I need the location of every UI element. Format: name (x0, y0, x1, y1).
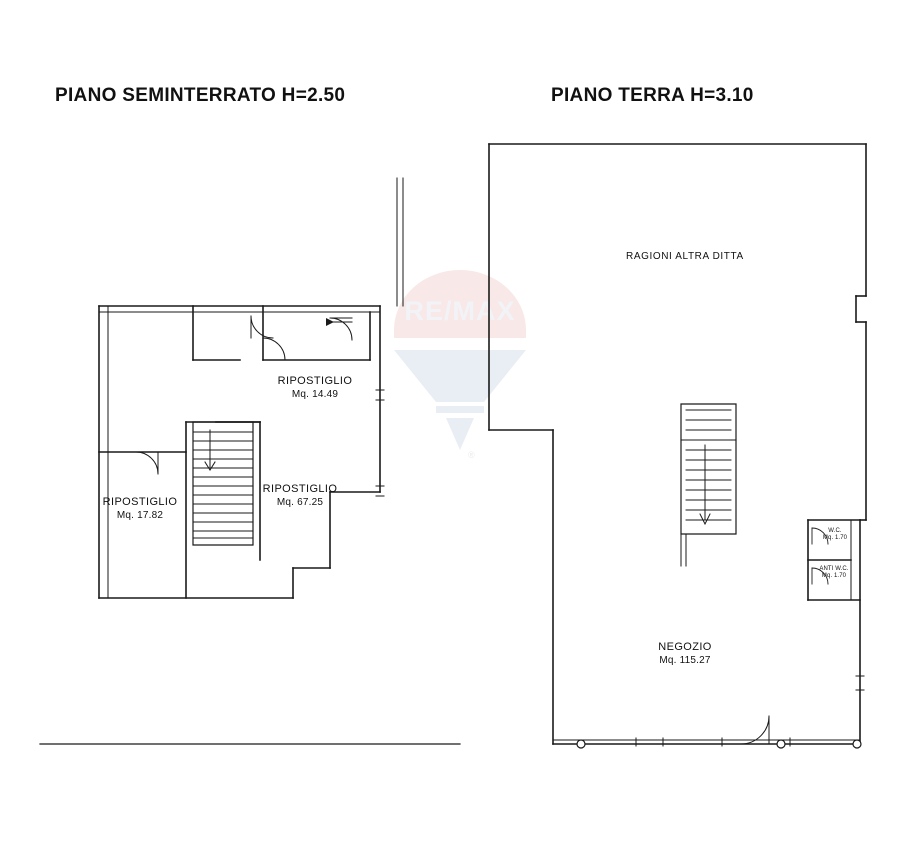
page-title-ground: PIANO TERRA H=3.10 (551, 85, 754, 106)
room-label-ripostiglio-1: RIPOSTIGLIO Mq. 14.49 (277, 375, 353, 400)
watermark-text: RE/MAX (404, 296, 516, 326)
room-label-anti-wc: ANTI W.C. Mq. 1.70 (819, 566, 849, 580)
room-label-wc: W.C. Mq. 1.70 (822, 528, 848, 542)
watermark-registered-mark: ® (468, 450, 475, 460)
room-label-ripostiglio-2: RIPOSTIGLIO Mq. 67.25 (262, 483, 338, 508)
room-label-ripostiglio-3: RIPOSTIGLIO Mq. 17.82 (102, 496, 178, 521)
room-label-negozio: NEGOZIO Mq. 115.27 (658, 641, 712, 666)
page-title-basement: PIANO SEMINTERRATO H=2.50 (55, 85, 346, 106)
note-ragioni-altra-ditta: RAGIONI ALTRA DITTA (626, 251, 744, 262)
